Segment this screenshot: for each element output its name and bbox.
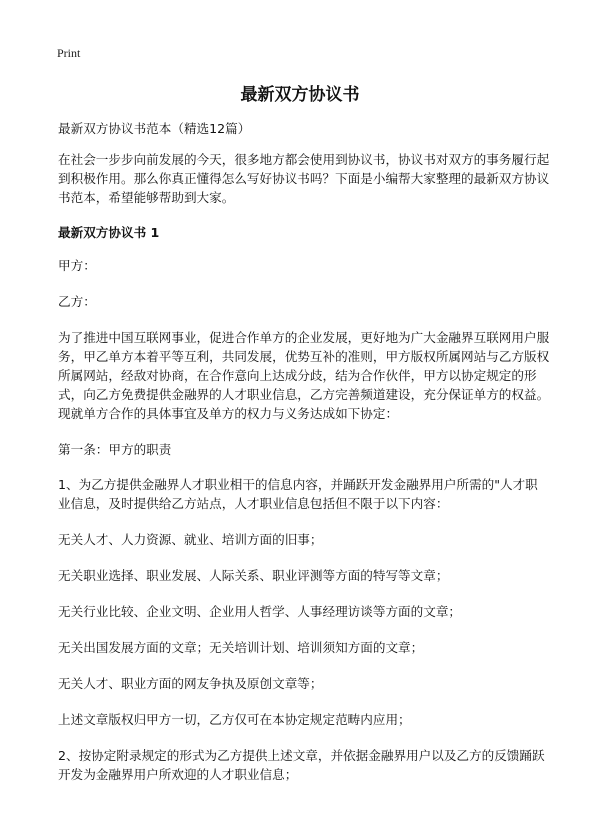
section-heading: 最新双方协议书 1 bbox=[58, 225, 160, 240]
party-b-label: 乙方： bbox=[58, 294, 96, 309]
clause-paragraph: 1、为乙方提供金融界人才职业相干的信息内容，并踊跃开发金融界用户所需的"人才职业信息，及时提供给乙方站点，人才职业信息包括但不限于以下内容： bbox=[58, 477, 538, 511]
purpose-paragraph: 为了推进中国互联网事业，促进合作单方的企业发展，更好地为广大金融界互联网用户服务，甲乙单方本着平等互利，共同发展，优势互补的准则，甲方版权所属网站与乙方版权所属网站，经敌对协商，在合作意向上达成分歧，结为合作伙伴，甲方以协定规定的形式，向乙方免费提供金融界的人才职业信息，乙方完善频道建设，充分保证单方的权益。现就单方合作的具体事宜及单方的权力与义务达成如下协定： bbox=[58, 330, 550, 421]
document-subtitle: 最新双方协议书范本（精选12篇） bbox=[58, 121, 251, 136]
list-item: 无关行业比较、企业文明、企业用人哲学、人事经理访谈等方面的文章； bbox=[58, 604, 461, 619]
list-item: 无关人才、人力资源、就业、培训方面的旧事； bbox=[58, 532, 323, 547]
print-label: Print bbox=[57, 46, 81, 60]
list-item: 无关人才、职业方面的网友争执及原创文章等； bbox=[58, 676, 323, 691]
list-item: 无关出国发展方面的文章；无关培训计划、培训须知方面的文章； bbox=[58, 640, 424, 655]
list-item: 无关职业选择、职业发展、人际关系、职业评测等方面的特写等文章； bbox=[58, 568, 449, 583]
document-body bbox=[58, 119, 550, 801]
clause-paragraph: 2、按协定附录规定的形式为乙方提供上述文章，并依据金融界用户以及乙方的反馈踊跃开发为金融界用户所欢迎的人才职业信息； bbox=[58, 748, 545, 782]
intro-paragraph: 在社会一步步向前发展的今天，很多地方都会使用到协议书，协议书对双方的事务履行起到积极作用。那么你真正懂得怎么写好协议书吗？下面是小编帮大家整理的最新双方协议书范本，希望能够帮助到大家。 bbox=[58, 152, 550, 205]
document-title: 最新双方协议书 bbox=[240, 85, 360, 105]
copyright-paragraph: 上述文章版权归甲方一切，乙方仅可在本协定规定范畴内应用； bbox=[58, 712, 411, 727]
party-a-label: 甲方： bbox=[58, 258, 96, 273]
article-heading: 第一条：甲方的职责 bbox=[58, 442, 172, 457]
